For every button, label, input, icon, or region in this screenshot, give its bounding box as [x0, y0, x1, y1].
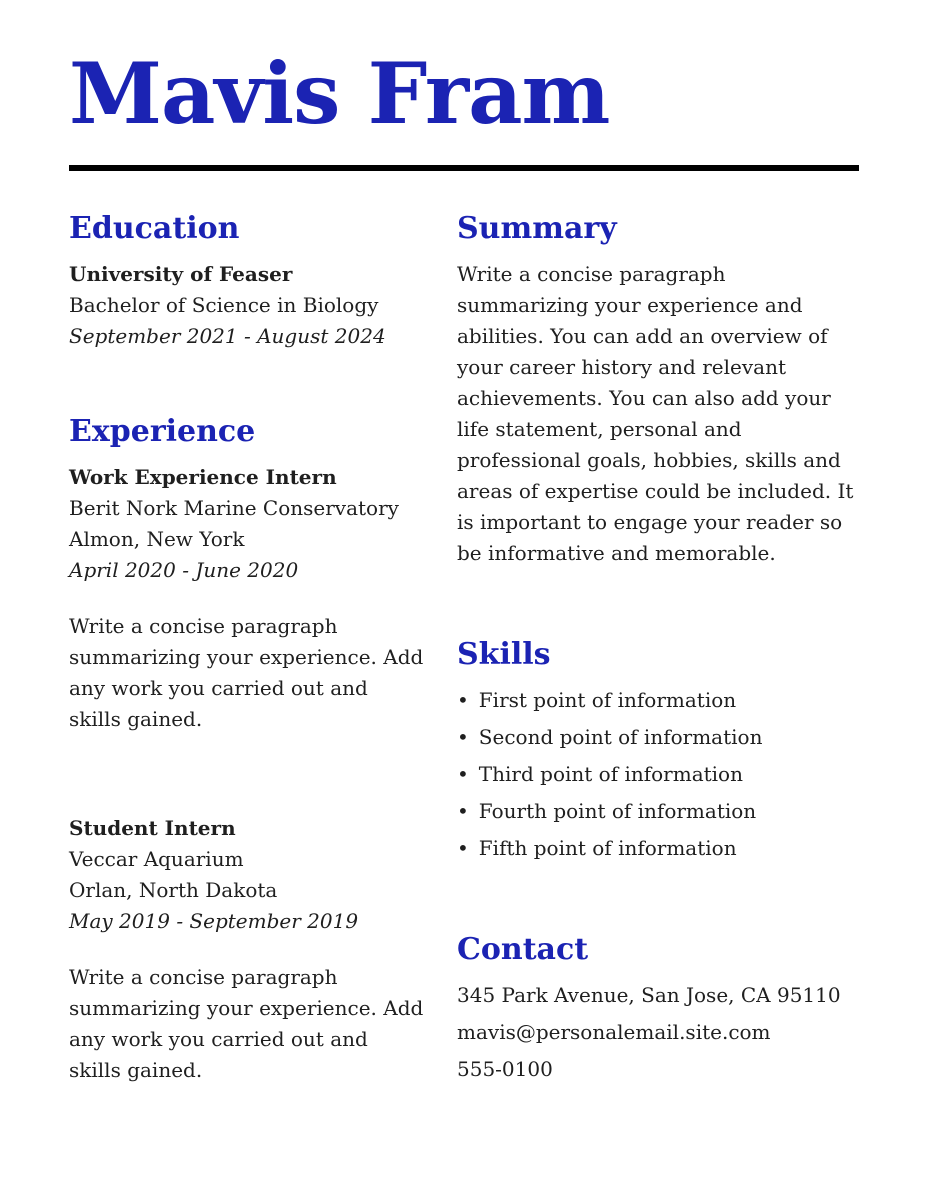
- experience-entry-dates: May 2019 - September 2019: [69, 908, 359, 933]
- education-school: University of Feaser: [69, 261, 293, 286]
- education-heading: Education: [69, 210, 240, 246]
- skill-item-label: Fourth point of information: [478, 798, 757, 823]
- summary-section: [457, 211, 859, 569]
- education-dates: September 2021 - August 2024: [69, 323, 386, 348]
- left-column: [69, 211, 425, 1091]
- experience-section: [69, 414, 425, 1086]
- experience-entry-location: Orlan, North Dakota: [69, 877, 278, 902]
- skill-item: [457, 833, 859, 864]
- skills-heading: Skills: [457, 636, 551, 672]
- skill-item: [457, 759, 859, 790]
- experience-entry-title: Work Experience Intern: [69, 464, 337, 489]
- contact-email: mavis@personalemail.site.com: [457, 1019, 771, 1044]
- resume-columns: [69, 211, 859, 1091]
- experience-entry-description: Write a concise paragraph summarizing your experience. Add any work you carried out and skills gained.: [69, 964, 424, 1082]
- experience-entry: [69, 462, 425, 735]
- contact-heading: Contact: [457, 931, 589, 967]
- bullet-icon: •: [457, 761, 469, 786]
- skill-item-label: Second point of information: [478, 724, 763, 749]
- right-column: [457, 211, 859, 1091]
- bullet-icon: •: [457, 798, 469, 823]
- contact-phone: 555-0100: [457, 1056, 553, 1081]
- experience-entry-location: Almon, New York: [69, 526, 245, 551]
- summary-heading: Summary: [457, 210, 617, 246]
- experience-heading: Experience: [69, 413, 256, 449]
- skill-item-label: Fifth point of information: [478, 835, 737, 860]
- bullet-icon: •: [457, 835, 469, 860]
- resume-name-title: Mavis Fram: [69, 44, 610, 143]
- experience-entry-title: Student Intern: [69, 815, 236, 840]
- skill-item: [457, 796, 859, 827]
- skills-list: [457, 685, 859, 864]
- education-degree: Bachelor of Science in Biology: [69, 292, 379, 317]
- experience-entry: [69, 813, 425, 1086]
- skill-item: [457, 685, 859, 716]
- contact-address: 345 Park Avenue, San Jose, CA 95110: [457, 982, 841, 1007]
- skill-item-label: Third point of information: [478, 761, 743, 786]
- skill-item-label: First point of information: [478, 687, 737, 712]
- contact-section: [457, 932, 859, 1085]
- resume-header: [69, 46, 859, 171]
- summary-paragraph: Write a concise paragraph summarizing your experience and abilities. You can add an overview of your career history and relevant achievements. You can also add your life statement, personal and professional goals, hobbies, skills and areas of expertise could be included. It is important to engage your reader so be informative and memorable.: [457, 261, 854, 565]
- experience-entry-dates: April 2020 - June 2020: [69, 557, 299, 582]
- header-divider-rule: [69, 165, 859, 171]
- bullet-icon: •: [457, 724, 469, 749]
- experience-entry-organization: Veccar Aquarium: [69, 846, 244, 871]
- experience-entry-organization: Berit Nork Marine Conservatory: [69, 495, 399, 520]
- education-section: [69, 211, 425, 352]
- bullet-icon: •: [457, 687, 469, 712]
- experience-entry-description: Write a concise paragraph summarizing your experience. Add any work you carried out and skills gained.: [69, 613, 424, 731]
- skill-item: [457, 722, 859, 753]
- skills-section: [457, 637, 859, 864]
